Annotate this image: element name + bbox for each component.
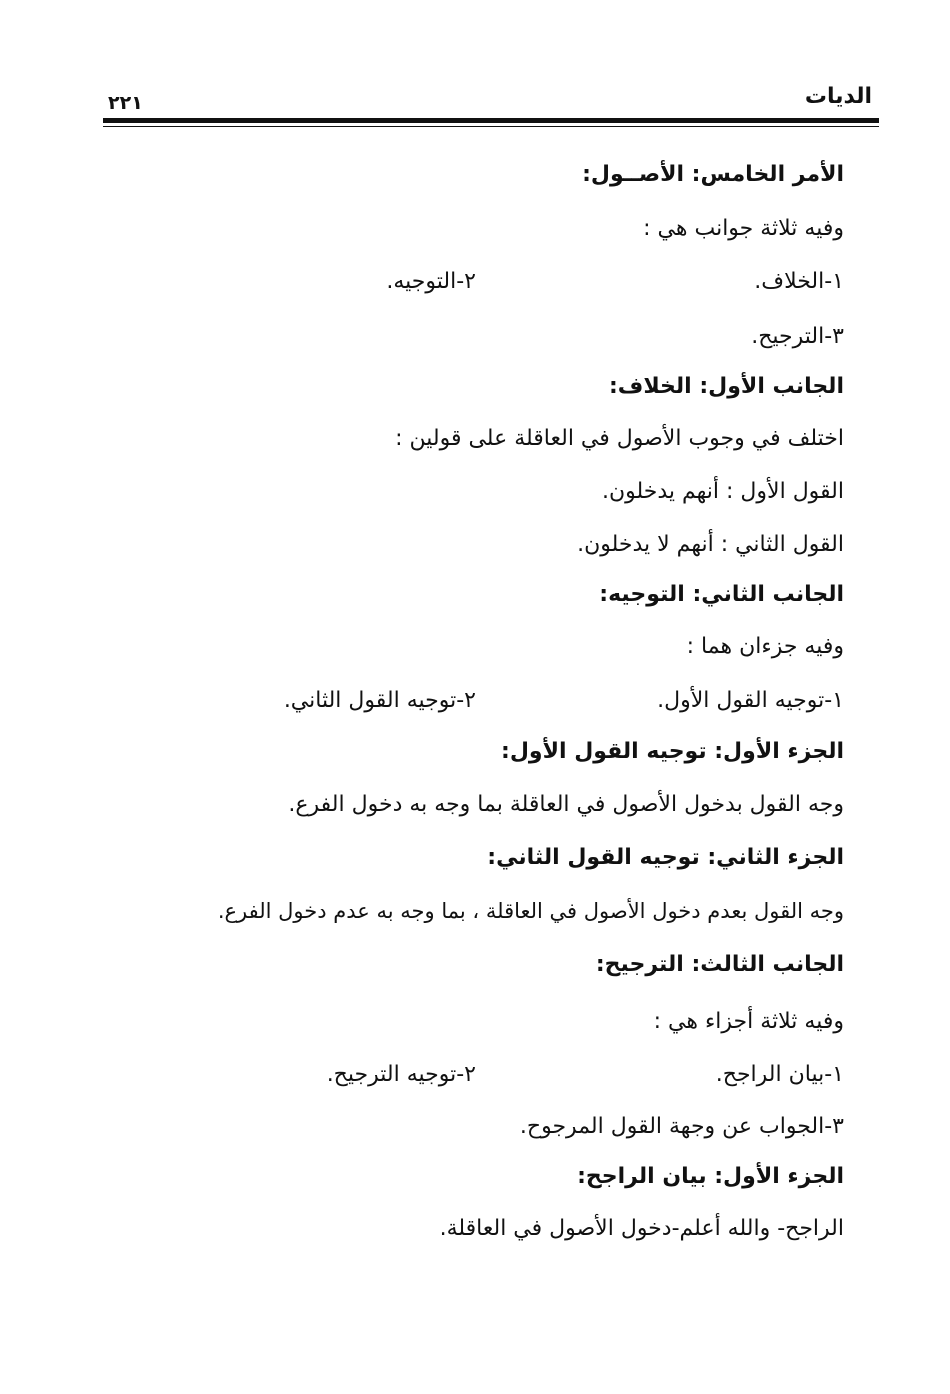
header-rule-thin	[103, 126, 879, 127]
subsection-heading: الجانب الثاني: التوجيه:	[599, 582, 844, 607]
body-line: وفيه ثلاثة أجزاء هي :	[653, 1009, 844, 1034]
subsection-heading: الجانب الأول: الخلاف:	[609, 374, 844, 399]
body-line: القول الأول : أنهم يدخلون.	[601, 479, 844, 504]
list-item: ١-الخلاف.	[754, 269, 844, 294]
list-item: ٢-توجيه الترجيح.	[326, 1062, 476, 1087]
list-item: ٢-التوجيه.	[386, 269, 476, 294]
list-item: ٢-توجيه القول الثاني.	[283, 688, 476, 713]
body-line: وجه القول بدخول الأصول في العاقلة بما وجه به دخول الفرع.	[288, 792, 844, 817]
body-line: الراجح- والله أعلم-دخول الأصول في العاقلة.	[439, 1216, 844, 1241]
running-header-title: الديات	[804, 84, 872, 109]
subsection-heading: الجانب الثالث: الترجيح:	[595, 952, 844, 977]
subsection-heading: الجزء الأول: توجيه القول الأول:	[501, 739, 844, 764]
subsection-heading: الجزء الثاني: توجيه القول الثاني:	[487, 845, 844, 870]
body-line: وجه القول بعدم دخول الأصول في العاقلة ، بما وجه به عدم دخول الفرع.	[217, 899, 844, 923]
list-item: ١-بيان الراجح.	[715, 1062, 844, 1087]
body-line: وفيه ثلاثة جوانب هي :	[643, 216, 844, 241]
body-line: وفيه جزءان هما :	[686, 634, 844, 659]
header-rule-thick	[103, 118, 879, 123]
list-item: ١-توجيه القول الأول.	[657, 688, 844, 713]
subsection-heading: الجزء الأول: بيان الراجح:	[577, 1164, 844, 1189]
body-line: القول الثاني : أنهم لا يدخلون.	[577, 532, 844, 557]
list-item: ٣-الترجيح.	[751, 324, 844, 349]
body-line: اختلف في وجوب الأصول في العاقلة على قولين :	[395, 426, 844, 451]
section-heading-fifth: الأمر الخامس: الأصــول:	[582, 162, 844, 187]
page-number: ٢٢١	[108, 92, 143, 114]
list-item: ٣-الجواب عن وجهة القول المرجوح.	[519, 1114, 844, 1139]
